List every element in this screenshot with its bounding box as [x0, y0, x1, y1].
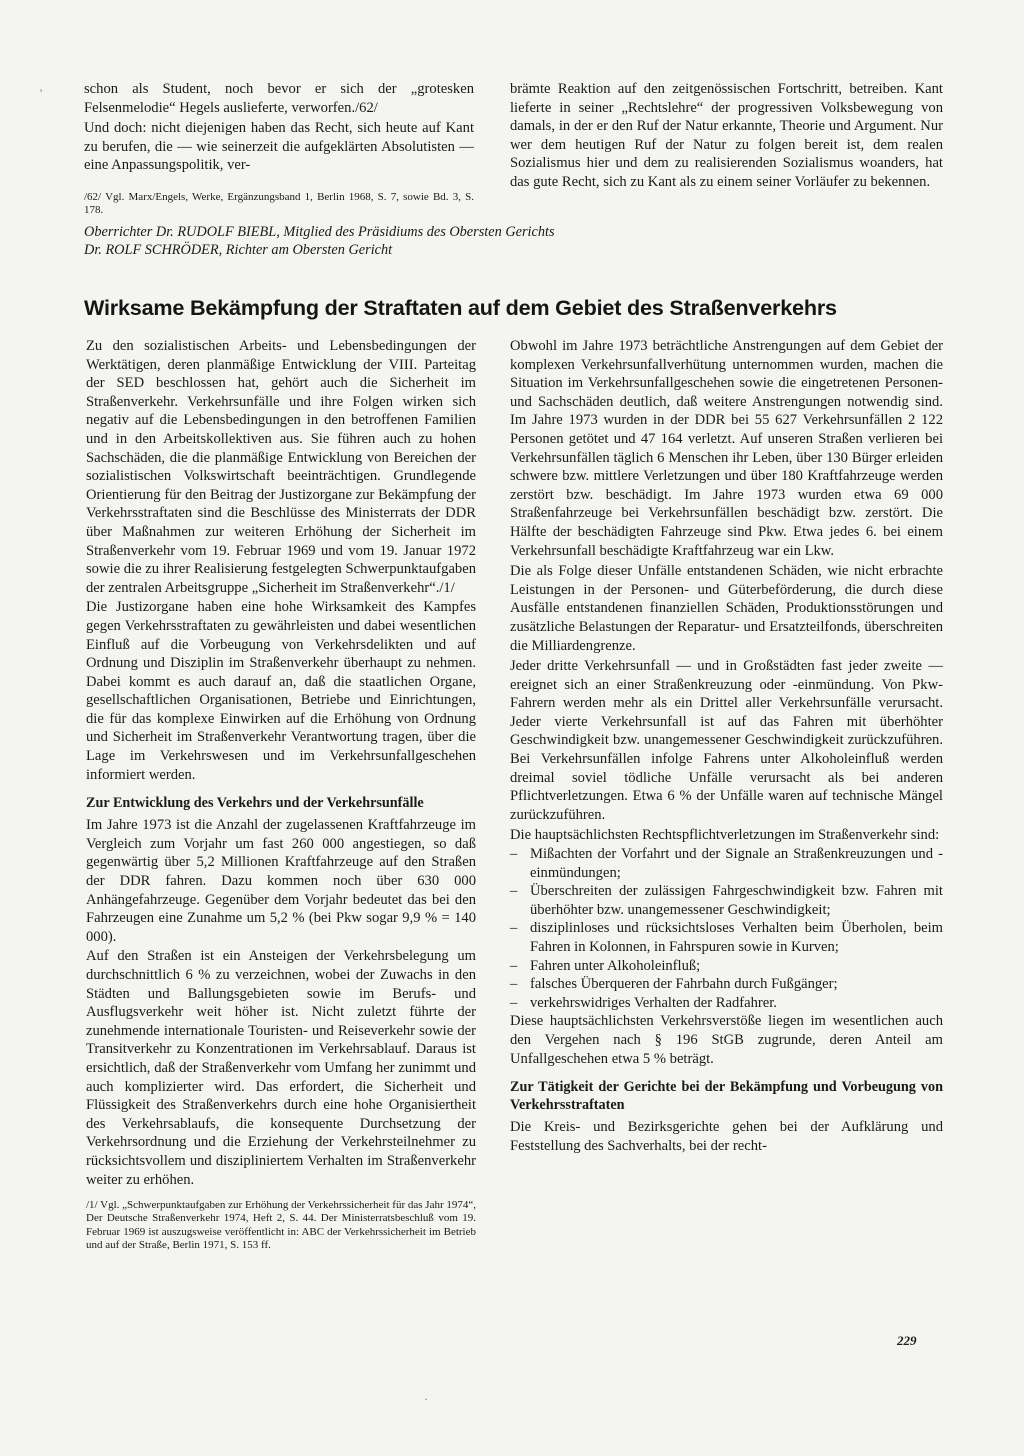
scan-mark: '	[40, 86, 43, 100]
top-right-column	[510, 80, 943, 192]
section-heading: Zur Entwicklung des Verkehrs und der Verkehrsunfälle	[86, 795, 424, 812]
list-item: – verkehrswidriges Verhalten der Radfahrer.	[510, 994, 943, 1013]
list-item: – Mißachten der Vorfahrt und der Signale an Straßenkreuzungen und -einmündungen;	[510, 845, 943, 882]
footnote-1	[86, 1199, 476, 1252]
paragraph: Und doch: nicht diejenigen haben das Recht, sich heute auf Kant zu berufen, die — wie seinerzeit die aufgeklärten Absolutisten — eine Anpassungspolitik, ver-	[84, 120, 474, 174]
paragraph: Im Jahre 1973 ist die Anzahl der zugelassenen Kraftfahrzeuge im Vergleich zum Vorjahr um fast 260 000 angestiegen, so daß gegenwärtig über 5,2 Millionen Kraftfahrzeuge auf den Straßen der DDR fahren. Dazu kommen noch über 630 000 Anhängefahrzeuge. Gegenüber dem Vorjahr bedeutet das bei den Fahrzeugen eine Zunahme um 5,2 % (bei Pkw sogar 9,9 % = 140 000).	[86, 817, 476, 945]
scan-mark: ·	[424, 1392, 428, 1406]
paragraph: schon als Student, noch bevor er sich der „grotesken Felsenmelodie“ Hegels auslieferte, verworfen./62/	[84, 81, 474, 116]
list-item: – Überschreiten der zulässigen Fahrgeschwindigkeit bzw. Fahren mit überhöhter bzw. unangemessener Geschwindigkeit;	[510, 882, 943, 919]
paragraph: Obwohl im Jahre 1973 beträchtliche Anstrengungen auf dem Gebiet der komplexen Verkehrsunfallverhütung unternommen wurden, machen die Situation im Verkehrsunfallgeschehen sowie die eingetretenen Personen- und Sachschäden deutlich, daß weitere Anstrengungen notwendig sind. Im Jahre 1973 wurden in der DDR bei 55 627 Verkehrsunfällen 2 122 Personen getötet und 47 164 verletzt. Auf unseren Straßen verlieren bei Verkehrsunfällen täglich 6 Menschen ihr Leben, über 130 Bürger erleiden schwere bzw. mittlere Verletzungen und über 180 Kraftfahrzeuge werden zerstört bzw. beschädigt. Im Jahre 1973 wurden etwa 69 000 Straßenfahrzeuge bei Verkehrsunfällen beschädigt bzw. zerstört. Die Hälfte der beschädigten Fahrzeuge sind Pkw. Etwa jedes 6. bei einem Verkehrsunfall beschädigte Kraftfahrzeug war ein Lkw.	[510, 338, 943, 559]
paragraph: Auf den Straßen ist ein Ansteigen der Verkehrsbelegung um durchschnittlich 6 % zu verzeichnen, wobei der Zuwachs in den Städten und Ballungsgebieten sowie im Berufs- und Ausflugsverkehr weit höher ist. Nicht zuletzt führte der zunehmende internationale Touristen- und Reiseverkehr sowie der Transitverkehr zu Konzentrationen im Verkehrsablauf. Daraus ist ersichtlich, daß der Straßenverkehr vom Umfang her zunimmt und auch komplizierter wird. Das erfordert, die Sicherheit und Flüssigkeit des Straßenverkehrs durch eine hohe Organisiertheit des Verkehrsablaufs, die konsequente Durchsetzung der Verkehrsordnung und die Erziehung der Verkehrsteilnehmer zu rücksichtsvollem und diszipliniertem Verhalten im Straßenverkehr weiter zu erhöhen.	[86, 948, 476, 1188]
paragraph: brämte Reaktion auf den zeitgenössischen Fortschritt, betreiben. Kant lieferte in seiner „Rechtslehre“ der progressiven Volksbewegung von damals, in der er den Ruf der Natur erkannte, Theorie und Argument. Nur wer dem heutigen Ruf der Natur zu folgen bereit ist, dem realen Sozialismus hier und dem zu realisierenden Sozialismus woanders, hat das gute Recht, sich zu Kant als zu einem seiner Vorläufer zu bekennen.	[510, 81, 943, 190]
article-authors	[84, 223, 944, 259]
paragraph: Die Kreis- und Bezirksgerichte gehen bei der Aufklärung und Feststellung des Sachverhalts, bei der recht-	[510, 1119, 943, 1154]
paragraph: Zu den sozialistischen Arbeits- und Lebensbedingungen der Werktätigen, deren planmäßige Entwicklung der VIII. Parteitag der SED beschlossen hat, gehört auch die Sicherheit im Straßenverkehr. Verkehrsunfälle und ihre Folgen wirken sich negativ auf die Lebensbedingungen in den betroffenen Familien und in den Arbeitskollektiven aus. Sie führen auch zu hohen Sachschäden, die die planmäßige Entwicklung von Bereichen der sozialistischen Volkswirtschaft beeinträchtigen. Grundlegende Orientierung für den Beitrag der Justizorgane zur Bekämpfung der Verkehrsstraftaten sind die Beschlüsse des Ministerrats der DDR über Maßnahmen zur weiteren Erhöhung der Sicherheit im Straßenverkehr vom 19. Februar 1969 und vom 19. Januar 1972 sowie die zu ihrer Realisierung festgelegten Schwerpunktaufgaben der zentralen Arbeitsgruppe „Sicherheit im Straßenverkehr“./1/	[86, 338, 476, 596]
footnote-text: /62/ Vgl. Marx/Engels, Werke, Ergänzungsband 1, Berlin 1968, S. 7, sowie Bd. 3, S. 178.	[84, 190, 474, 217]
footnote-62	[84, 191, 474, 217]
paragraph: Die hauptsächlichsten Rechtspflichtverletzungen im Straßenverkehr sind:	[510, 827, 940, 844]
list-item: – falsches Überqueren der Fahrbahn durch Fußgänger;	[510, 975, 943, 994]
paragraph: Die als Folge dieser Unfälle entstandenen Schäden, wie nicht erbrachte Leistungen in der Personen- und Güterbeförderung, die durch diese Ausfälle entstandenen finanziellen Schäden, Produktionsstörungen und zusätzliche Belastungen der Reparatur- und Ersatzteilfonds, überschreiten die Milliardengrenze.	[510, 563, 943, 654]
article-title: Wirksame Bekämpfung der Straftaten auf dem Gebiet des Straßenverkehrs	[84, 295, 837, 320]
author-line: Dr. ROLF SCHRÖDER, Richter am Obersten Gericht	[84, 242, 393, 258]
list-item: – disziplinloses und rücksichtsloses Verhalten beim Überholen, beim Fahren in Kolonnen, in Fahrspuren sowie in Kurven;	[510, 919, 943, 956]
left-column	[86, 337, 476, 1252]
section-heading: Zur Tätigkeit der Gerichte bei der Bekämpfung und Vorbeugung von Verkehrsstraftaten	[510, 1079, 943, 1114]
paragraph: Die Justizorgane haben eine hohe Wirksamkeit des Kampfes gegen Verkehrsstraftaten zu gewährleisten und dabei wesentlichen Einfluß auf die Vorbeugung von Verkehrsdelikten und auf Ordnung und Disziplin im Straßenverkehr überhaupt zu nehmen. Dabei kommt es auch darauf an, daß die staatlichen Organe, gesellschaftlichen Organisationen, Betriebe und Einrichtungen, die für das komplexe Einwirken auf die Erhöhung von Ordnung und Sicherheit im Straßenverkehr Verantwortung tragen, über die Lage im Verkehrswesen und im Verkehrsunfallgeschehen informiert werden.	[86, 599, 476, 783]
author-line: Oberrichter Dr. RUDOLF BIEBL, Mitglied des Präsidiums des Obersten Gerichts	[84, 224, 555, 240]
right-column	[510, 337, 943, 1155]
violations-list	[510, 845, 943, 1012]
footnote-text: /1/ Vgl. „Schwerpunktaufgaben zur Erhöhung der Verkehrssicherheit für das Jahr 1974“, Der Deutsche Straßenverkehr 1974, Heft 2, S. 44. Der Ministerratsbeschluß vom 19. Februar 1969 ist auszugsweise veröffentlicht in: ABC der Verkehrssicherheit im Betrieb und auf der Straße, Berlin 1971, S. 153 ff.	[86, 1199, 476, 1251]
top-left-column	[84, 80, 474, 217]
paragraph: Jeder dritte Verkehrsunfall — und in Großstädten fast jeder zweite — ereignet sich an einer Straßenkreuzung oder -einmündung. Von Pkw-Fahrern werden mehr als ein Drittel aller Verkehrsunfälle verursacht. Jeder vierte Verkehrsunfall ist auf das Fahren mit überhöhter Geschwindigkeit bzw. unangemessener Geschwindigkeit zurückzuführen. Bei Verkehrsunfällen infolge Fahrens unter Alkoholeinfluß werden dreimal soviel tödliche Unfälle verursacht als bei anderen Pflichtverletzungen. Etwa 6 % der Unfälle waren auf technische Mängel zurückzuführen.	[510, 658, 943, 823]
page-number: 229	[897, 1333, 917, 1348]
list-item: – Fahren unter Alkoholeinfluß;	[510, 957, 943, 976]
paragraph: Diese hauptsächlichsten Verkehrsverstöße liegen im wesentlichen auch den Vergehen nach § 196 StGB zugrunde, deren Anteil am Unfallgeschehen etwa 5 % beträgt.	[510, 1013, 943, 1067]
